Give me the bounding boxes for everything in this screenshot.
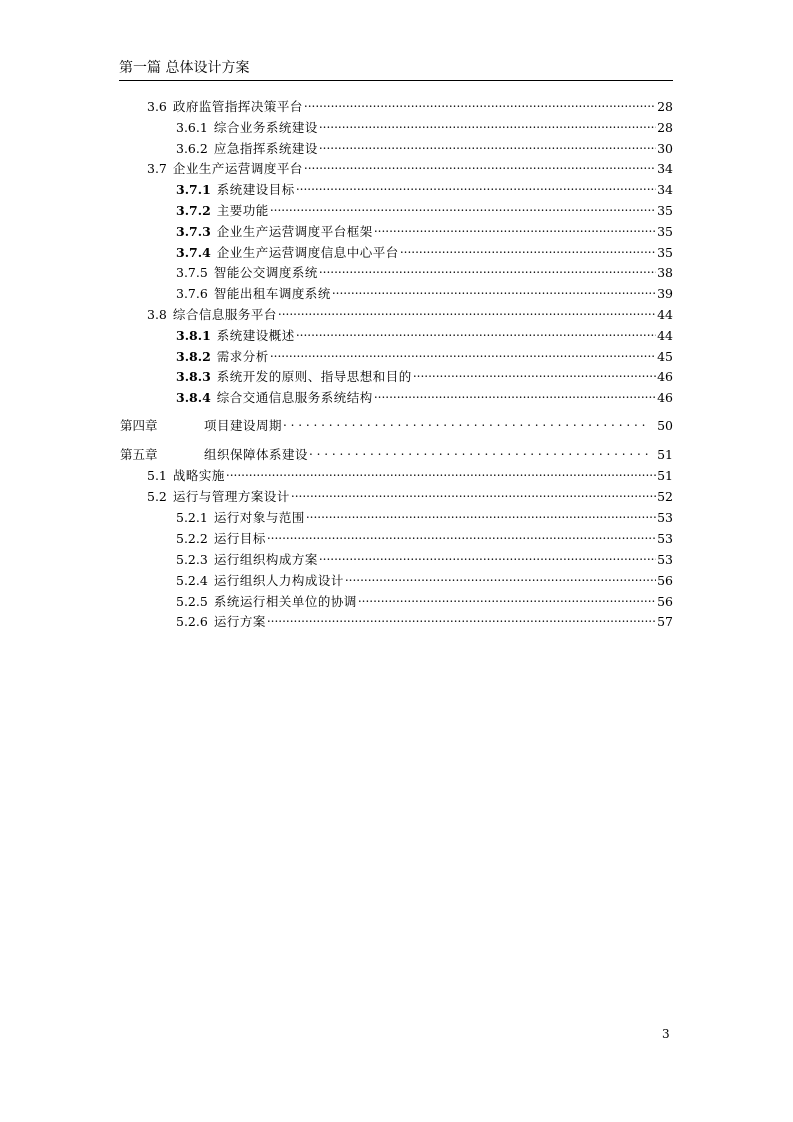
toc-leader-dots — [345, 573, 656, 585]
toc-entry-title: 运行组织人力构成设计 — [213, 573, 344, 588]
toc-entry-title: 政府监管指挥决策平台 — [172, 99, 303, 114]
toc-chapter-entry[interactable] — [120, 446, 673, 463]
toc-leader-dots — [319, 141, 656, 153]
toc-entry-page: 46 — [657, 390, 673, 405]
toc-entry-page: 35 — [657, 224, 673, 239]
toc-entry-page: 56 — [657, 594, 673, 609]
toc-entry-page: 52 — [657, 489, 673, 504]
toc-entry-number: 3.8.1 — [176, 328, 211, 343]
toc-entry[interactable] — [176, 348, 673, 365]
toc-entry-page: 28 — [657, 99, 673, 114]
toc-leader-dots — [296, 328, 656, 340]
toc-entry[interactable] — [147, 160, 673, 177]
toc-leader-dots — [319, 552, 656, 564]
toc-entry[interactable] — [176, 264, 673, 281]
toc-leader-dots — [374, 390, 656, 402]
toc-entry[interactable] — [176, 202, 673, 219]
toc-leader-dots — [296, 182, 656, 194]
toc-leader-dots — [278, 307, 656, 319]
toc-leader-dots — [400, 245, 656, 257]
toc-entry[interactable] — [176, 530, 673, 547]
toc-entry-number: 5.2.1 — [176, 510, 208, 525]
page-header — [119, 58, 673, 81]
toc-entry-page: 39 — [657, 286, 673, 301]
toc-leader-dots — [291, 489, 656, 501]
toc-entry-number: 5.2.5 — [176, 594, 208, 609]
toc-entry[interactable] — [147, 488, 673, 505]
toc-entry-page: 34 — [657, 182, 673, 197]
toc-leader-dots — [374, 224, 656, 236]
toc-entry-title: 运行目标 — [213, 531, 266, 546]
toc-entry-page: 53 — [657, 531, 673, 546]
toc-chapter-number: 第五章 — [120, 447, 158, 462]
toc-entry[interactable] — [176, 181, 673, 198]
toc-leader-dots — [270, 349, 656, 361]
toc-entry-number: 3.7.2 — [176, 203, 211, 218]
header-title: 第一篇 总体设计方案 — [119, 60, 250, 76]
toc-entry-page: 44 — [657, 328, 673, 343]
toc-entry-number: 3.6.1 — [176, 120, 208, 135]
toc-entry-title: 企业生产运营调度平台框架 — [216, 224, 373, 239]
toc-entry-number: 3.7.6 — [176, 286, 208, 301]
toc-entry-page: 38 — [657, 265, 673, 280]
toc-leader-dots — [319, 120, 656, 132]
toc-leader-dots — [304, 99, 656, 111]
toc-entry-title: 需求分析 — [216, 349, 269, 364]
toc-entry-page: 51 — [657, 468, 673, 483]
toc-entry-page: 35 — [657, 203, 673, 218]
toc-entry-number: 3.7.1 — [176, 182, 211, 197]
toc-entry[interactable] — [176, 389, 673, 406]
toc-leader-dots — [306, 510, 656, 522]
toc-entry-title: 运行对象与范围 — [213, 510, 305, 525]
toc-entry[interactable] — [176, 223, 673, 240]
toc-entry[interactable] — [176, 613, 673, 630]
toc-entry-number: 3.8.4 — [176, 390, 211, 405]
toc-entry-title: 系统运行相关单位的协调 — [213, 594, 357, 609]
toc-entry[interactable] — [147, 98, 673, 115]
toc-entry-title: 运行组织构成方案 — [213, 552, 318, 567]
toc-entry-page: 50 — [657, 418, 673, 433]
toc-entry-page: 28 — [657, 120, 673, 135]
toc-leader-dots — [267, 531, 656, 543]
toc-entry-page: 35 — [657, 245, 673, 260]
toc-entry-title: 系统建设概述 — [216, 328, 295, 343]
toc-entry-number: 3.8.3 — [176, 369, 211, 384]
toc-entry-number: 5.1 — [147, 468, 167, 483]
toc-entry-page: 56 — [657, 573, 673, 588]
toc-entry-title: 综合业务系统建设 — [213, 120, 318, 135]
toc-entry-number: 3.7 — [147, 161, 167, 176]
toc-entry[interactable] — [176, 593, 673, 610]
toc-entry-title: 运行与管理方案设计 — [172, 489, 290, 504]
toc-entry-title: 主要功能 — [216, 203, 269, 218]
toc-entry-number: 3.7.3 — [176, 224, 211, 239]
toc-entry-title: 智能出租车调度系统 — [213, 286, 331, 301]
toc-entry-page: 30 — [657, 141, 673, 156]
toc-entry[interactable] — [176, 572, 673, 589]
toc-entry[interactable] — [176, 368, 673, 385]
toc-leader-dots — [226, 468, 656, 480]
toc-entry-title: 系统建设目标 — [216, 182, 295, 197]
toc-entry-number: 3.7.4 — [176, 245, 211, 260]
toc-entry-number: 3.8 — [147, 307, 167, 322]
toc-leader-dots — [358, 594, 656, 606]
toc-entry-title: 战略实施 — [172, 468, 225, 483]
toc-entry-number: 5.2.3 — [176, 552, 208, 567]
toc-entry-page: 44 — [657, 307, 673, 322]
toc-entry-title: 应急指挥系统建设 — [213, 141, 318, 156]
toc-chapter-title: 项目建设周期 — [204, 418, 283, 433]
toc-entry[interactable] — [176, 509, 673, 526]
toc-entry-title: 综合交通信息服务系统结构 — [216, 390, 373, 405]
toc-entry-number: 3.8.2 — [176, 349, 211, 364]
toc-entry-title: 综合信息服务平台 — [172, 307, 277, 322]
toc-entry-number: 5.2.6 — [176, 614, 208, 629]
toc-entry[interactable] — [176, 140, 673, 157]
toc-leader-dots — [283, 418, 650, 430]
toc-entry-title: 企业生产运营调度信息中心平台 — [216, 245, 399, 260]
toc-entry[interactable] — [176, 285, 673, 302]
toc-entry[interactable] — [176, 551, 673, 568]
toc-entry-page: 45 — [657, 349, 673, 364]
toc-leader-dots — [319, 265, 656, 277]
toc-chapter-number: 第四章 — [120, 418, 158, 433]
toc-entry-page: 51 — [657, 447, 673, 462]
toc-entry[interactable] — [176, 327, 673, 344]
toc-entry-title: 智能公交调度系统 — [213, 265, 318, 280]
toc-entry-number: 5.2.2 — [176, 531, 208, 546]
toc-entry-number: 3.6 — [147, 99, 167, 114]
toc-leader-dots — [267, 614, 656, 626]
toc-entry-page: 34 — [657, 161, 673, 176]
toc-leader-dots — [304, 161, 656, 173]
toc-entry-number: 5.2.4 — [176, 573, 208, 588]
toc-entry-title: 企业生产运营调度平台 — [172, 161, 303, 176]
toc-entry[interactable] — [176, 244, 673, 261]
toc-entry-page: 46 — [657, 369, 673, 384]
toc-entry-page: 57 — [657, 614, 673, 629]
toc-entry[interactable] — [176, 119, 673, 136]
toc-entry-number: 3.7.5 — [176, 265, 208, 280]
toc-entry-title: 系统开发的原则、指导思想和目的 — [216, 369, 412, 384]
toc-leader-dots — [332, 286, 656, 298]
toc-chapter-entry[interactable] — [120, 417, 673, 434]
toc-leader-dots — [270, 203, 656, 215]
toc-leader-dots — [413, 369, 656, 381]
toc-entry-page: 53 — [657, 510, 673, 525]
toc-entry[interactable] — [147, 306, 673, 323]
toc-entry-number: 3.6.2 — [176, 141, 208, 156]
page-number: 3 — [662, 1027, 670, 1041]
toc-leader-dots — [309, 447, 650, 459]
toc-entry-title: 运行方案 — [213, 614, 266, 629]
toc-chapter-title: 组织保障体系建设 — [204, 447, 309, 462]
toc-entry-page: 53 — [657, 552, 673, 567]
toc-entry-number: 5.2 — [147, 489, 167, 504]
toc-entry[interactable] — [147, 467, 673, 484]
